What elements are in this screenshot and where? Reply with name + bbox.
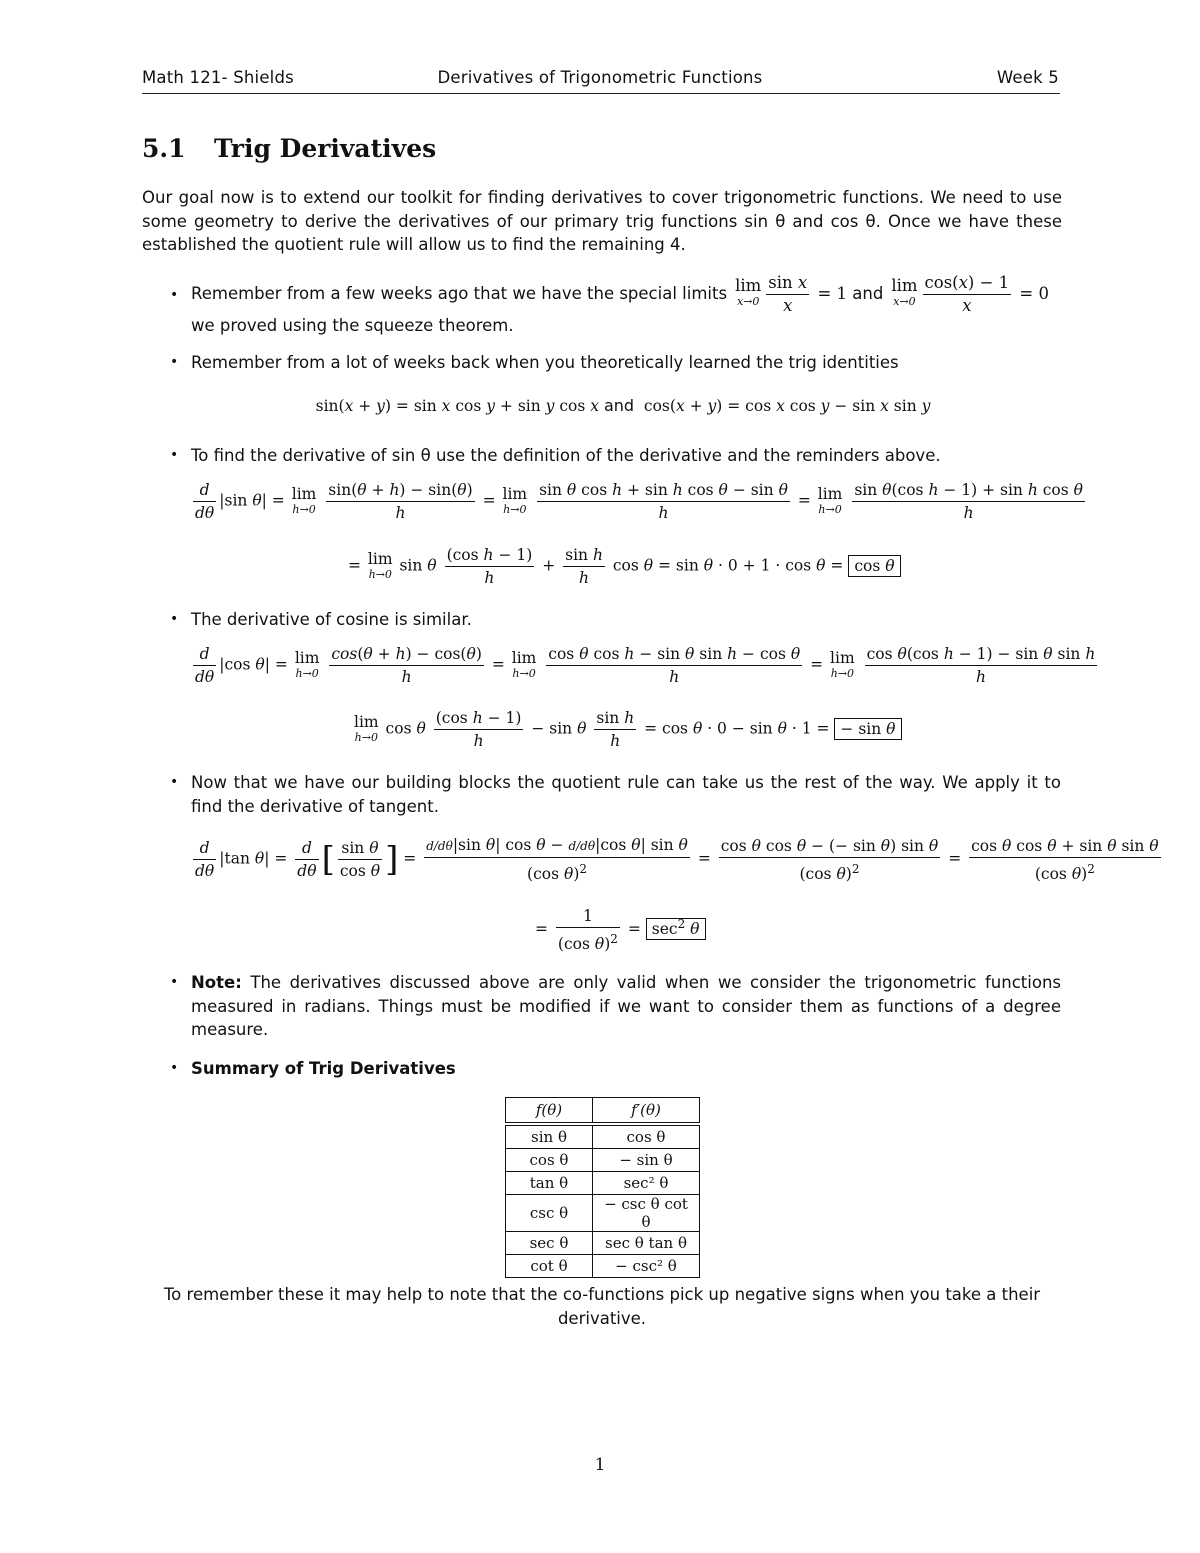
cos-derivative-equation-1: $\frac{d}{d\theta}$ |cos θ| = lim h→0 $\frac{\cos(\theta + h) - \cos(\theta)}{h}$ = lim h→0 $\frac{\text{cos θ cos h − sin θ sin h − cos θ}}{h}$ = lim h→0 $\frac{\text{cos θ(cos h − 1) − sin θ sin h}}{h}$ — [195, 645, 1096, 686]
table-cell-function: cot θ — [506, 1255, 593, 1278]
table-cell-derivative: − csc θ cot θ — [593, 1195, 700, 1232]
table-cell-function: sec θ — [506, 1232, 593, 1255]
limits-bullet — [191, 272, 1061, 338]
table-header-function: f(θ) — [506, 1098, 593, 1123]
table-row — [506, 1255, 700, 1278]
bullet-1: • — [170, 287, 179, 303]
bullet-3: • — [170, 447, 179, 463]
limits-text2: we proved using the squeeze theorem. — [191, 316, 514, 335]
table-cell-function: csc θ — [506, 1195, 593, 1232]
table-row — [506, 1149, 700, 1172]
table-header-derivative: f′(θ) — [593, 1098, 700, 1123]
table-row — [506, 1195, 700, 1232]
closing-note: To remember these it may help to note that the co-functions pick up negative signs when you take a their derivative. — [163, 1285, 1041, 1328]
table-cell-function: tan θ — [506, 1172, 593, 1195]
limits-text: Remember from a few weeks ago that we have the special limits — [191, 284, 728, 304]
bullet-6: • — [170, 974, 179, 990]
bullet-2: • — [170, 354, 179, 370]
identities-text: Remember from a lot of weeks back when you theoretically learned the trig identities — [191, 353, 899, 372]
bullet-4: • — [170, 611, 179, 627]
tan-derivative-equation-2: = $\frac{1}{(\cos \theta)^2}$ = $\sec^2 \theta$ — [535, 905, 706, 955]
section-number: 5.1 — [142, 134, 186, 163]
bullet-7: • — [170, 1060, 179, 1076]
trig-identities-equation: sin(x + y) = sin x cos y + sin y cos x and cos(x + y) = cos x cos y − sin x sin y — [315, 396, 931, 415]
derivatives-summary-table — [505, 1097, 700, 1278]
special-limit-cos: lim x→0 $\frac{\cos(x) - 1}{x}$ = 0 — [891, 272, 1049, 315]
table-header-row — [506, 1098, 700, 1123]
section-title — [142, 134, 436, 163]
table-cell-derivative: − csc² θ — [593, 1255, 700, 1278]
cos-derivative-result: − sin θ — [834, 718, 901, 740]
sin-derivative-equation-2: = lim h→0 sin θ $\frac{\text{(cos h − 1)}}{h}$ + $\frac{\text{sin h}}{h}$ cos θ = sin θ · 0 + 1 · cos θ = cos θ — [348, 544, 901, 589]
section-title-text: Trig Derivatives — [214, 134, 437, 163]
table-row — [506, 1126, 700, 1149]
sin-derivative-text: To find the derivative of sin θ use the definition of the derivative and the reminders above. — [191, 446, 941, 465]
special-limit-sin: lim x→0 $\frac{\text{sin x}}{x}$ = 1 — [735, 272, 853, 315]
note-paragraph — [191, 971, 1061, 1042]
intro-paragraph: Our goal now is to extend our toolkit for finding derivatives to cover trigonometric functions. We need to use some geometry to derive the derivatives of our primary trig functions sin θ and cos θ. Once we have these established the quotient rule will allow us to find the remaining 4. — [142, 188, 1062, 254]
tan-derivative-text: Now that we have our building blocks the quotient rule can take us the rest of the way. We apply it to find the derivative of tangent. — [191, 773, 1061, 816]
header-topic: Derivatives of Trigonometric Functions — [437, 68, 763, 87]
note-text: The derivatives discussed above are only valid when we consider the trigonometric functions measured in radians. Things must be modified if we want to consider them as functions of a degree measure. — [191, 973, 1061, 1039]
sin-derivative-result: cos θ — [848, 555, 900, 577]
table-row — [506, 1232, 700, 1255]
limits-and: and — [852, 284, 884, 304]
table-cell-derivative: sec θ tan θ — [593, 1232, 700, 1255]
table-cell-derivative: sec² θ — [593, 1172, 700, 1195]
header-week: Week 5 — [996, 68, 1059, 87]
table-cell-function: cos θ — [506, 1149, 593, 1172]
table-row — [506, 1172, 700, 1195]
tan-derivative-result: $\sec^2 \theta$ — [646, 918, 706, 940]
cos-derivative-text: The derivative of cosine is similar. — [191, 610, 472, 629]
header-course: Math 121- Shields — [142, 68, 294, 87]
bullet-5: • — [170, 774, 179, 790]
sin-derivative-equation-1: $\frac{d}{d\theta}$ |sin θ| = lim h→0 $\frac{\sin(\theta + h) - \sin(\theta)}{h}$ = lim h→0 $\frac{\text{sin θ cos h + sin h cos θ − sin θ}}{h}$ = lim h→0 $\frac{\text{sin θ(cos h − 1) + sin h cos θ}}{h}$ — [195, 481, 1083, 522]
page-number: 1 — [594, 1455, 606, 1475]
table-cell-derivative: cos θ — [593, 1126, 700, 1149]
header-rule — [142, 93, 1060, 94]
cos-derivative-equation-2: lim h→0 cos θ $\frac{\text{(cos h − 1)}}{h}$ − sin θ $\frac{\text{sin h}}{h}$ = cos θ · 0 − sin θ · 1 = − sin θ — [352, 707, 902, 752]
summary-label: Summary of Trig Derivatives — [191, 1059, 456, 1078]
tan-derivative-equation-1: $\frac{d}{d\theta}$ |tan θ| = $\frac{d}{d\theta}$ [ $\frac{\text{sin θ}}{\text{cos θ}}$ ] = $\frac{\text{d/dθ|sin θ| cos θ − d/dθ|cos θ| sin θ}}{(\cos \theta)^2}$ = $\frac{\text{cos θ cos θ − (− sin θ) sin θ}}{(\cos \theta)^2}$ = $\frac{\text{cos θ cos θ + sin θ sin θ}}{(\cos \theta)^2}$ — [195, 836, 1159, 884]
table-cell-derivative: − sin θ — [593, 1149, 700, 1172]
table-cell-function: sin θ — [506, 1126, 593, 1149]
note-label: Note: — [191, 973, 242, 992]
